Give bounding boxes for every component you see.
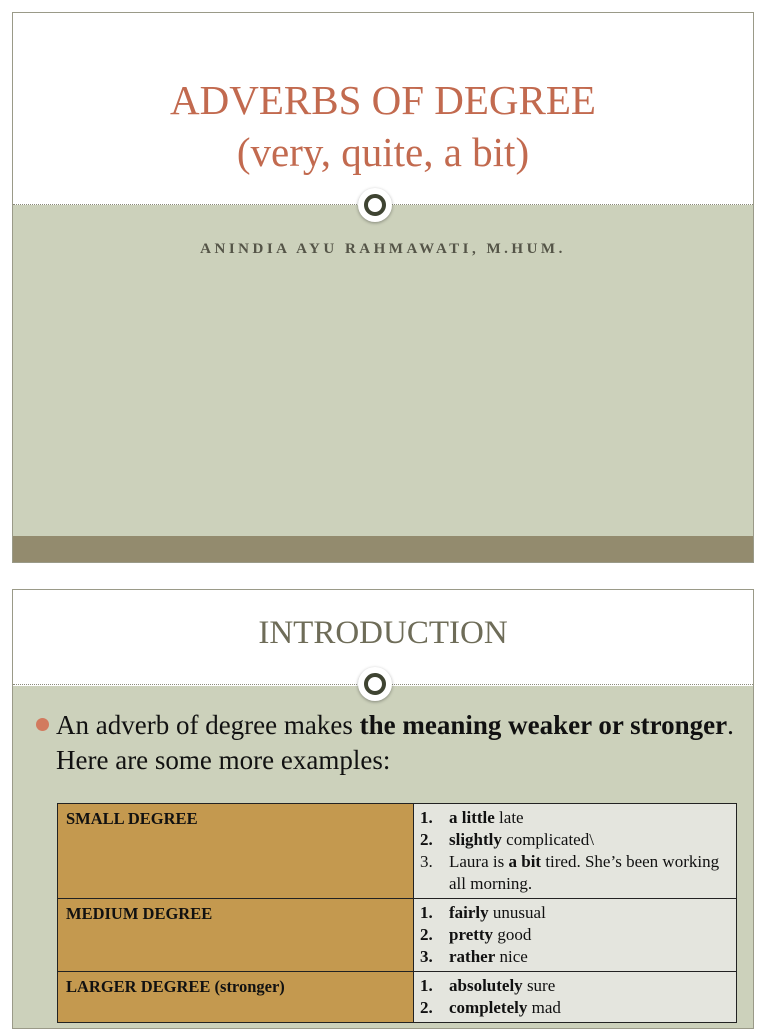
author-name: ANINDIA AYU RAHMAWATI, M.HUM. — [200, 241, 566, 257]
list-item — [420, 851, 730, 895]
example-adverb: a bit — [508, 852, 542, 871]
example-text — [449, 829, 730, 851]
example-text — [449, 997, 730, 1019]
examples-cell — [414, 972, 737, 1023]
examples-list — [420, 975, 730, 1019]
list-item — [420, 946, 730, 968]
slide-title-line2: (very, quite, a bit) — [236, 129, 530, 175]
list-item — [420, 829, 730, 851]
list-item — [420, 902, 730, 924]
degree-label: MEDIUM DEGREE — [58, 899, 414, 972]
example-rest: late — [494, 808, 524, 827]
list-number: 1. — [420, 976, 433, 995]
example-adverb: slightly — [449, 830, 502, 849]
slide-title: INTRODUCTION — [258, 615, 508, 651]
example-text — [449, 807, 730, 829]
bullet-text-end: . Here are some more examples: — [56, 710, 734, 775]
list-number: 2. — [420, 998, 433, 1017]
title-slide — [12, 12, 754, 563]
example-text — [449, 902, 730, 924]
examples-cell — [414, 804, 737, 899]
list-number: 1. — [420, 808, 433, 827]
degree-label: SMALL DEGREE — [58, 804, 414, 899]
example-text — [449, 975, 730, 997]
degree-label: LARGER DEGREE (stronger) — [58, 972, 414, 1023]
ring-ornament-icon — [358, 667, 392, 701]
list-number: 2. — [420, 925, 433, 944]
bullet-text-bold: the meaning weaker or stronger — [359, 710, 728, 740]
example-adverb: fairly — [449, 903, 489, 922]
example-adverb: rather — [449, 947, 496, 966]
example-rest: sure — [522, 976, 556, 995]
list-item — [420, 975, 730, 997]
introduction-slide — [12, 589, 754, 1029]
list-number: 3. — [420, 852, 433, 871]
example-text — [449, 851, 730, 895]
examples-list — [420, 807, 730, 895]
example-rest: complicated\ — [501, 830, 594, 849]
example-adverb: absolutely — [449, 976, 523, 995]
example-text — [449, 946, 730, 968]
example-rest: tired. She’s been working all morning. — [449, 852, 720, 893]
example-adverb: completely — [449, 998, 528, 1017]
example-rest: mad — [527, 998, 561, 1017]
list-item — [420, 924, 730, 946]
example-rest: good — [493, 925, 532, 944]
degree-table — [57, 803, 737, 1023]
bullet-text — [56, 708, 746, 778]
list-item — [420, 997, 730, 1019]
examples-cell — [414, 899, 737, 972]
ring-ornament-icon — [358, 188, 392, 222]
footer-bar — [13, 536, 753, 562]
example-adverb: a little — [449, 808, 495, 827]
list-item — [420, 807, 730, 829]
example-text — [449, 924, 730, 946]
bullet-icon — [36, 718, 49, 731]
example-adverb: pretty — [449, 925, 494, 944]
examples-list — [420, 902, 730, 968]
example-rest: nice — [495, 947, 528, 966]
slide-title-line1: ADVERBS OF DEGREE — [170, 77, 596, 123]
bullet-text-start: An adverb of degree makes — [56, 710, 360, 740]
list-number: 1. — [420, 903, 433, 922]
table-row — [58, 972, 737, 1023]
example-rest: unusual — [488, 903, 546, 922]
list-number: 2. — [420, 830, 433, 849]
table-row — [58, 899, 737, 972]
table-row — [58, 804, 737, 899]
example-prefix: Laura is — [449, 852, 509, 871]
list-number: 3. — [420, 947, 433, 966]
